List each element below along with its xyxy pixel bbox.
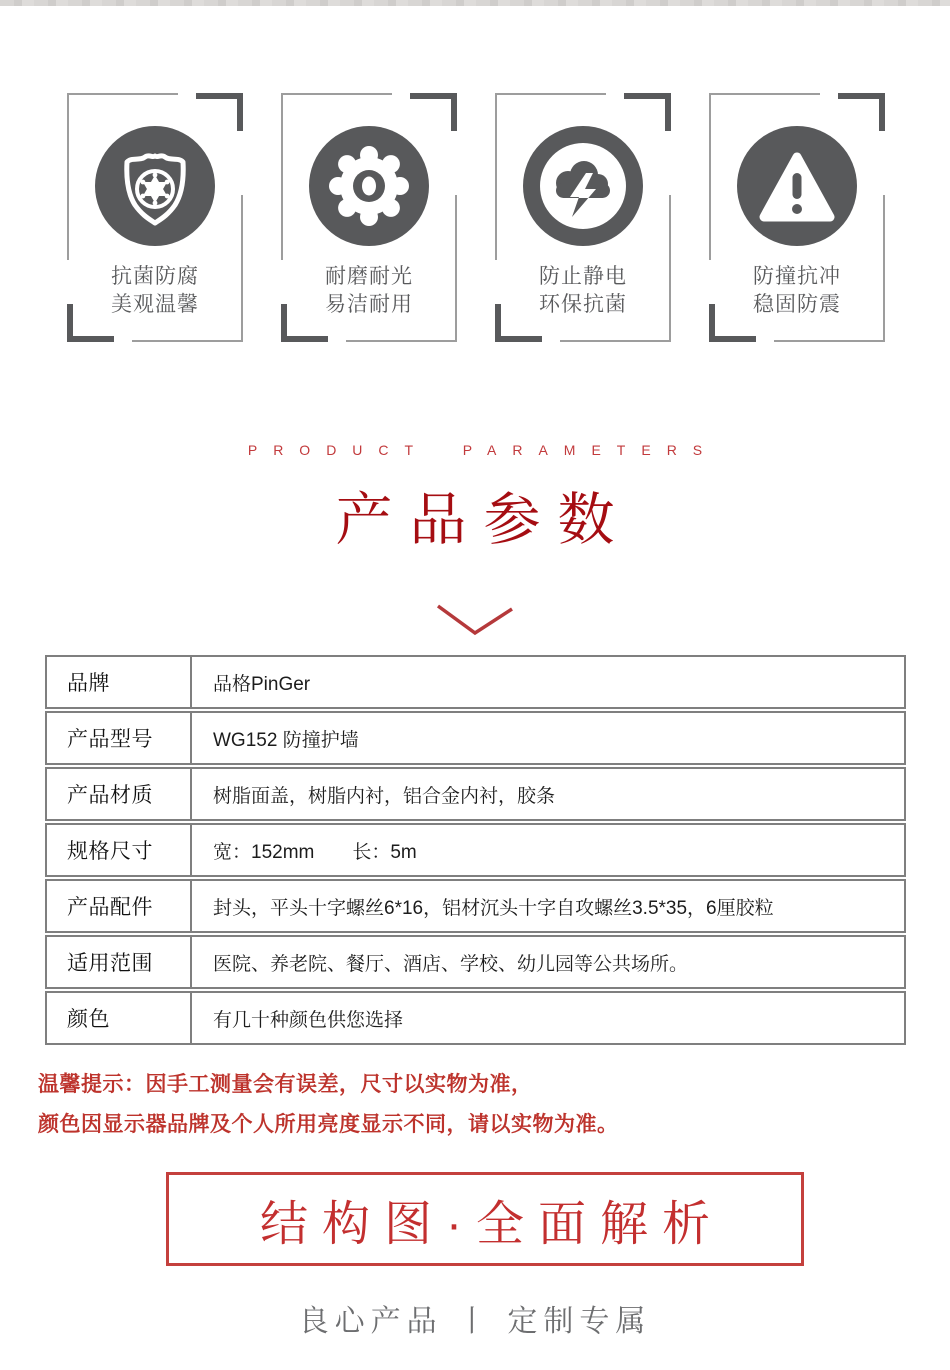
section-title: 产品参数	[335, 488, 632, 552]
frame-line	[346, 340, 457, 342]
feature-line: 防撞抗冲	[753, 265, 841, 288]
frame-line	[774, 340, 885, 342]
spec-label: 颜色	[47, 993, 192, 1043]
top-image-edge-strip	[0, 0, 950, 6]
spec-value: 有几十种颜色供您选择	[213, 1009, 404, 1031]
table-row	[45, 655, 906, 709]
feature-text	[67, 263, 243, 319]
spec-value: 宽：152mm 长：5m	[213, 841, 417, 863]
frame-line	[132, 340, 243, 342]
brand-tagline: 良心产品 丨 定制专属	[298, 1305, 652, 1338]
structure-banner	[166, 1172, 804, 1266]
spec-label: 产品型号	[47, 713, 192, 763]
frame-line	[67, 93, 178, 95]
feature-line: 美观温馨	[111, 293, 199, 316]
feature-line: 抗菌防腐	[111, 265, 199, 288]
feature-line: 防止静电	[539, 265, 627, 288]
spec-value: 封头，平头十字螺丝6*16，铝材沉头十字自攻螺丝3.5*35，6厘胶粒	[213, 897, 774, 919]
table-row	[45, 879, 906, 933]
feature-line: 环保抗菌	[539, 293, 627, 316]
measurement-notice	[38, 1064, 619, 1144]
spec-value: 品格PinGer	[213, 673, 311, 695]
frame-line	[560, 340, 671, 342]
frame-line	[709, 93, 820, 95]
table-row	[45, 767, 906, 821]
feature-text	[281, 263, 457, 319]
spec-value: 医院、养老院、餐厅、酒店、学校、幼儿园等公共场所。	[213, 953, 689, 975]
frame-line	[281, 93, 283, 260]
spec-value: WG152 防撞护墙	[213, 729, 359, 751]
table-row	[45, 991, 906, 1045]
notice-line-1: 温馨提示：因手工测量会有误差，尺寸以实物为准，	[38, 1072, 533, 1096]
table-row	[45, 711, 906, 765]
spec-table	[45, 655, 906, 1045]
feature-card-antibacterial	[67, 93, 243, 342]
feature-card-antistatic	[495, 93, 671, 342]
feature-line: 耐磨耐光	[325, 265, 413, 288]
spec-label: 规格尺寸	[47, 825, 192, 875]
structure-banner-text: 结构图·全面解析	[260, 1197, 724, 1251]
frame-line	[281, 93, 392, 95]
spec-label: 品牌	[47, 657, 192, 707]
badge-shield-icon	[95, 126, 215, 246]
spec-value: 树脂面盖，树脂内衬，铝合金内衬，胶条	[213, 785, 556, 807]
feature-card-durable	[281, 93, 457, 342]
section-eyebrow: PRODUCT PARAMETERS	[247, 442, 719, 458]
spec-label: 产品材质	[47, 769, 192, 819]
feature-cards	[67, 93, 885, 342]
spec-label: 产品配件	[47, 881, 192, 931]
table-row	[45, 935, 906, 989]
feature-line: 稳固防震	[753, 293, 841, 316]
storm-cloud-icon	[523, 126, 643, 246]
table-row	[45, 823, 906, 877]
gear-icon	[309, 126, 429, 246]
frame-line	[67, 93, 69, 260]
spec-label: 适用范围	[47, 937, 192, 987]
feature-text	[495, 263, 671, 319]
feature-text	[709, 263, 885, 319]
feature-line: 易洁耐用	[325, 293, 413, 316]
frame-line	[709, 93, 711, 260]
warning-triangle-icon	[737, 126, 857, 246]
feature-card-shockproof	[709, 93, 885, 342]
notice-line-2: 颜色因显示器品牌及个人所用亮度显示不同，请以实物为准。	[38, 1112, 619, 1136]
frame-line	[495, 93, 606, 95]
chevron-down-icon	[0, 602, 950, 643]
frame-line	[495, 93, 497, 260]
